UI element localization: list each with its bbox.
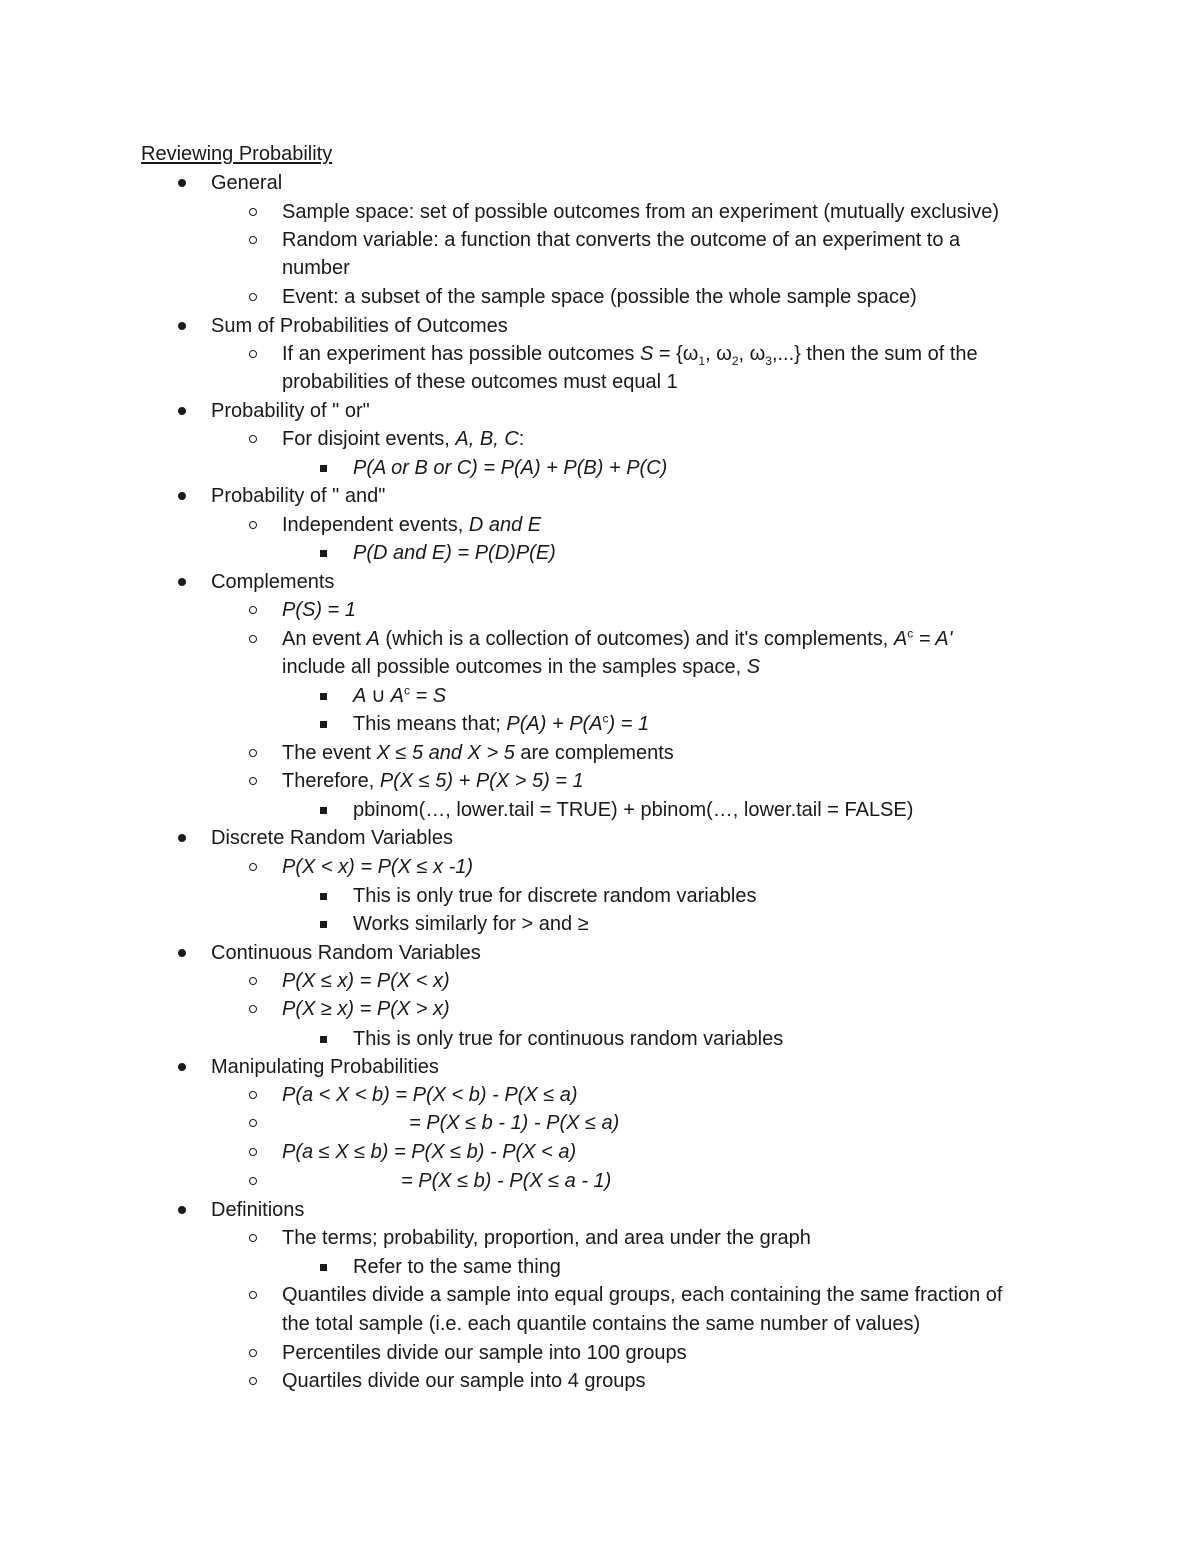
bullet-circle-icon (249, 521, 257, 529)
bullet-square-icon (320, 550, 327, 557)
formula: = P(X ≤ b - 1) - P(X ≤ a) (409, 1112, 620, 1134)
bullet-circle-icon (249, 1091, 257, 1099)
bullet-circle-icon (249, 1234, 257, 1242)
formula: = P(X ≤ b) - P(X ≤ a - 1) (401, 1170, 612, 1192)
list-item: Sample space: set of possible outcomes from an experiment (mutually exclusive) (282, 198, 999, 226)
section-heading: Sum of Probabilities of Outcomes (211, 315, 508, 337)
section-manipulating (211, 1053, 439, 1081)
section-discrete (211, 824, 453, 852)
list-item: Works similarly for > and ≥ (353, 910, 589, 938)
bullet-disc-icon (178, 492, 186, 500)
bullet-square-icon (320, 807, 327, 814)
formula: P(X ≥ x) = P(X > x) (282, 998, 450, 1020)
list-item (282, 853, 473, 881)
page-title: Reviewing Probability (141, 143, 333, 165)
bullet-circle-icon (249, 1005, 257, 1013)
formula: P(X < x) = P(X ≤ x -1) (282, 856, 474, 878)
list-item: Event: a subset of the sample space (possible the whole sample space) (282, 283, 917, 311)
list-item: An event A (which is a collection of outcomes) and it's complements, $A^c = A'$ (282, 625, 952, 653)
section-heading: Probability of " or" (211, 400, 370, 422)
list-item (282, 1081, 578, 1109)
bullet-disc-icon (178, 179, 186, 187)
section-heading: General (211, 172, 283, 194)
section-complements (211, 568, 334, 596)
bullet-square-icon (320, 1264, 327, 1271)
bullet-disc-icon (178, 1206, 186, 1214)
bullet-square-icon (320, 893, 327, 900)
list-item: Percentiles divide our sample into 100 groups (282, 1339, 687, 1367)
formula: P(a ≤ X ≤ b) = P(X ≤ b) - P(X < a) (282, 1141, 577, 1163)
bullet-circle-icon (249, 1148, 257, 1156)
list-item: Therefore, P(X ≤ 5) + P(X > 5) = 1 (282, 767, 584, 795)
bullet-disc-icon (178, 407, 186, 415)
bullet-circle-icon (249, 1177, 257, 1185)
section-heading: Definitions (211, 1199, 305, 1221)
formula: P(a < X < b) = P(X < b) - P(X ≤ a) (282, 1084, 578, 1106)
section-heading: Probability of " and" (211, 485, 386, 507)
formula: P(A or B or C) = P(A) + P(B) + P(C) (353, 457, 668, 479)
section-general (211, 169, 282, 197)
list-item (282, 596, 356, 624)
list-item: Quantiles divide a sample into equal groups, each containing the same fraction of (282, 1281, 1002, 1309)
bullet-square-icon (320, 693, 327, 700)
bullet-disc-icon (178, 1063, 186, 1071)
formula: P(D and E) = P(D)P(E) (353, 542, 556, 564)
bullet-disc-icon (178, 322, 186, 330)
bullet-circle-icon (249, 293, 257, 301)
section-continuous (211, 939, 481, 967)
list-item: pbinom(…, lower.tail = TRUE) + pbinom(…, lower.tail = FALSE) (353, 796, 913, 824)
list-item (282, 1109, 619, 1137)
section-sum (211, 312, 508, 340)
list-item-continuation: include all possible outcomes in the samples space, S (282, 656, 761, 678)
bullet-circle-icon (249, 863, 257, 871)
bullet-circle-icon (249, 606, 257, 614)
list-item (282, 1138, 576, 1166)
bullet-circle-icon (249, 435, 257, 443)
list-item (353, 454, 667, 482)
bullet-circle-icon (249, 1349, 257, 1357)
section-heading: Complements (211, 571, 335, 593)
section-heading: Discrete Random Variables (211, 827, 453, 849)
list-item (282, 1167, 611, 1195)
list-item: The event X ≤ 5 and X > 5 are complements (282, 739, 674, 767)
section-heading: Manipulating Probabilities (211, 1056, 439, 1078)
list-item-continuation: the total sample (i.e. each quantile contains the same number of values) (282, 1313, 921, 1335)
bullet-disc-icon (178, 949, 186, 957)
bullet-circle-icon (249, 1291, 257, 1299)
list-item: Random variable: a function that converts the outcome of an experiment to a (282, 226, 960, 254)
section-and (211, 482, 385, 510)
list-item: This is only true for discrete random variables (353, 882, 757, 910)
list-item: Independent events, D and E (282, 511, 541, 539)
section-definitions (211, 1196, 304, 1224)
list-item (282, 967, 450, 995)
bullet-circle-icon (249, 977, 257, 985)
list-item: Refer to the same thing (353, 1253, 561, 1281)
bullet-circle-icon (249, 777, 257, 785)
list-item: If an experiment has possible outcomes $S = \{\omega_1$, $\omega_2$, $\omega_3$,...} then the sum of the (282, 340, 978, 368)
bullet-disc-icon (178, 578, 186, 586)
bullet-circle-icon (249, 236, 257, 244)
list-item: The terms; probability, proportion, and area under the graph (282, 1224, 811, 1252)
bullet-disc-icon (178, 834, 186, 842)
list-item-continuation: number (282, 257, 350, 279)
bullet-circle-icon (249, 749, 257, 757)
list-item: A ∪ $A^c = S$ (353, 682, 446, 710)
bullet-circle-icon (249, 1377, 257, 1385)
section-heading: Continuous Random Variables (211, 942, 481, 964)
bullet-square-icon (320, 1036, 327, 1043)
list-item: For disjoint events, A, B, C: (282, 425, 524, 453)
bullet-square-icon (320, 721, 327, 728)
list-item: This means that; $P(A) + P(A^c) = 1$ (353, 710, 649, 738)
bullet-circle-icon (249, 350, 257, 358)
section-or (211, 397, 370, 425)
formula: P(X ≤ x) = P(X < x) (282, 970, 450, 992)
list-item (282, 995, 450, 1023)
formula: P(S) = 1 (282, 599, 356, 621)
list-item: Quartiles divide our sample into 4 groups (282, 1367, 646, 1395)
bullet-square-icon (320, 465, 327, 472)
bullet-circle-icon (249, 1119, 257, 1127)
list-item (353, 539, 556, 567)
list-item: This is only true for continuous random variables (353, 1025, 783, 1053)
bullet-circle-icon (249, 635, 257, 643)
bullet-circle-icon (249, 208, 257, 216)
bullet-square-icon (320, 921, 327, 928)
list-item-continuation: probabilities of these outcomes must equal 1 (282, 371, 678, 393)
